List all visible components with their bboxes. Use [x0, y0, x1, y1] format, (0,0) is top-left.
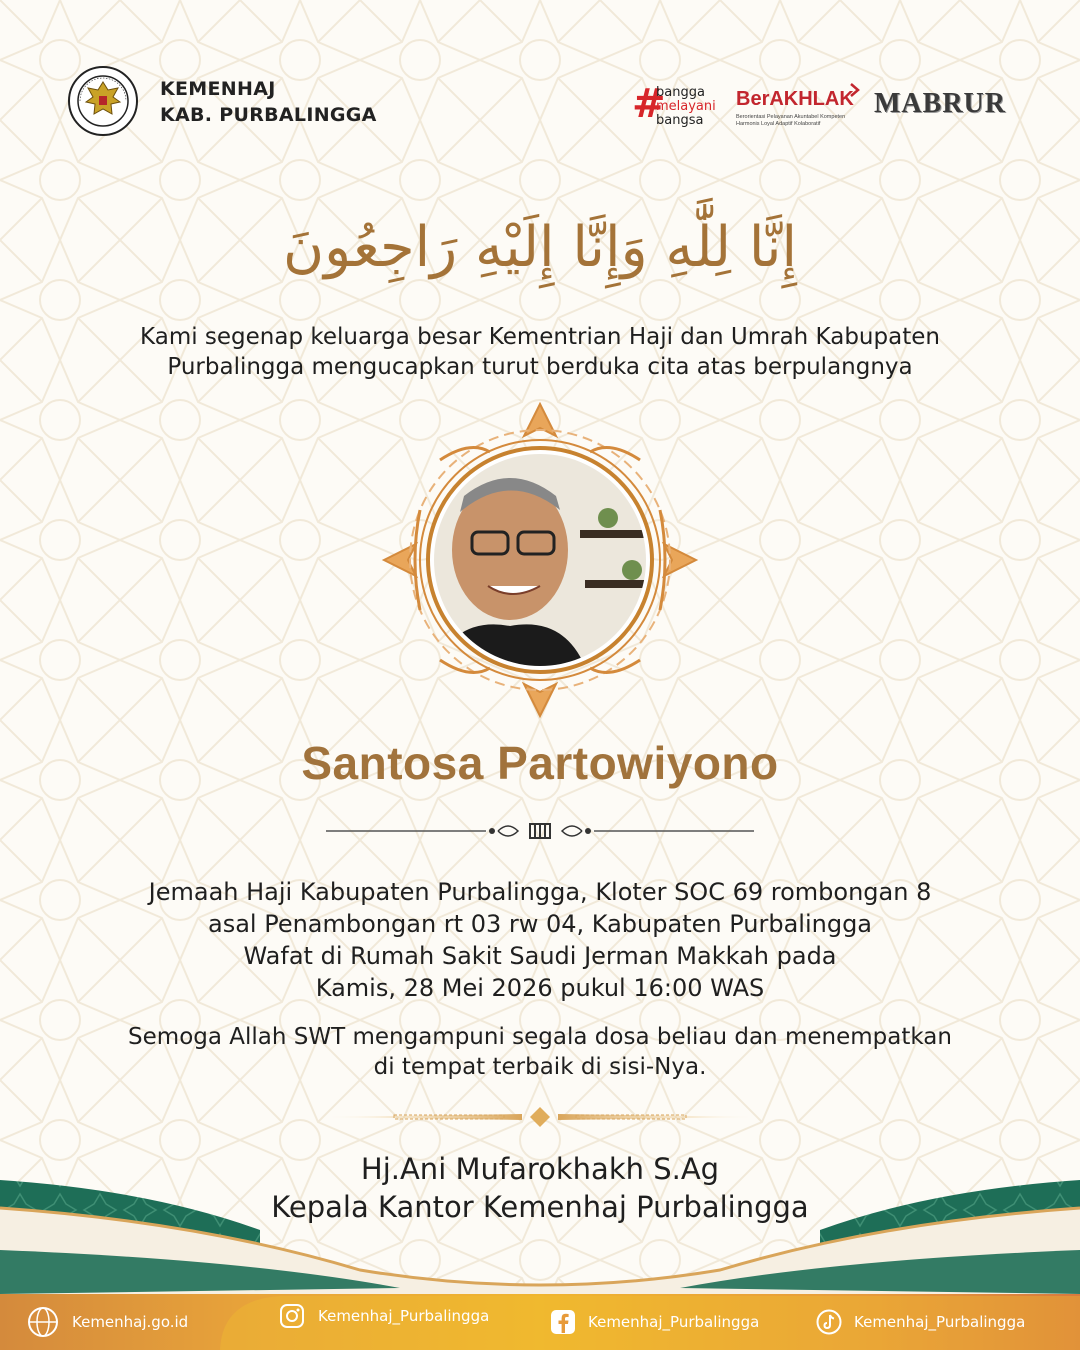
footer-instagram[interactable] [278, 1300, 489, 1332]
bangga-melayani-bangsa-logo [632, 80, 732, 128]
details-line-4: Kamis, 28 Mei 2026 pukul 16:00 WAS [315, 974, 765, 1002]
bangga-word-1: bangga [656, 85, 705, 100]
deceased-details [60, 876, 1020, 1004]
gold-divider [322, 1104, 758, 1130]
prayer-line-2: di tempat terbaik di sisi-Nya. [373, 1054, 707, 1080]
chevron-right-icon [848, 82, 862, 98]
intro-line-1: Kami segenap keluarga besar Kementrian Haji dan Umrah Kabupaten [140, 324, 940, 350]
tiktok-icon [816, 1309, 842, 1335]
instagram-icon [278, 1302, 306, 1330]
bangga-word-3: bangsa [656, 113, 704, 128]
footer-website[interactable] [26, 1306, 188, 1338]
deceased-name: Santosa Partowiyono [301, 737, 779, 789]
mabrur-text: MABRUR [874, 88, 1006, 119]
details-line-1: Jemaah Haji Kabupaten Purbalingga, Kloter SOC 69 rombongan 8 [148, 878, 932, 906]
footer-facebook[interactable] [550, 1306, 759, 1338]
footer-tiktok[interactable] [816, 1306, 1025, 1338]
arabic-calligraphy: إِنَّا لِلَّٰهِ وَإِنَّا إِلَيْهِ رَاجِعُونَ [282, 215, 798, 280]
footer-tiktok-label: Kemenhaj_Purbalingga [854, 1313, 1026, 1331]
details-line-2: asal Penambongan rt 03 rw 04, Kabupaten Purbalingga [207, 910, 873, 938]
signer-name: Hj.Ani Mufarokhakh S.Ag [360, 1152, 720, 1186]
mabrur-logo [874, 88, 1014, 128]
org-line-1: KEMENHAJ [160, 78, 276, 100]
bangga-word-2: melayani [656, 99, 716, 114]
signer-title: Kepala Kantor Kemenhaj Purbalingga [271, 1190, 809, 1224]
berakhlak-logo [736, 82, 864, 128]
details-line-3: Wafat di Rumah Sakit Saudi Jerman Makkah pada [243, 942, 837, 970]
footer-facebook-label: Kemenhaj_Purbalingga [588, 1313, 760, 1331]
footer-website-label: Kemenhaj.go.id [72, 1313, 189, 1331]
prayer-text [60, 1022, 1020, 1082]
globe-icon [26, 1305, 60, 1339]
organization-name [160, 76, 377, 128]
condolence-intro [60, 322, 1020, 382]
prayer-line-1: Semoga Allah SWT mengampuni segala dosa beliau dan menempatkan [128, 1024, 952, 1050]
facebook-icon [550, 1309, 576, 1335]
hashtag-mark: # [632, 81, 666, 127]
intro-line-2: Purbalingga mengucapkan turut berduka cita atas berpulangnya [167, 354, 913, 380]
garuda-seal-icon [68, 66, 138, 136]
ornamental-divider [326, 816, 754, 846]
berakhlak-title: BerAKHLAK [736, 88, 854, 110]
footer-instagram-label: Kemenhaj_Purbalingga [318, 1307, 490, 1325]
org-line-2: KAB. PURBALINGGA [160, 104, 377, 126]
berakhlak-subtitle: Berorientasi Pelayanan Akuntabel Kompeten Harmonis Loyal Adaptif Kolaboratif [736, 114, 846, 127]
signer-block [60, 1150, 1020, 1226]
memorial-photo-frame [380, 400, 700, 720]
